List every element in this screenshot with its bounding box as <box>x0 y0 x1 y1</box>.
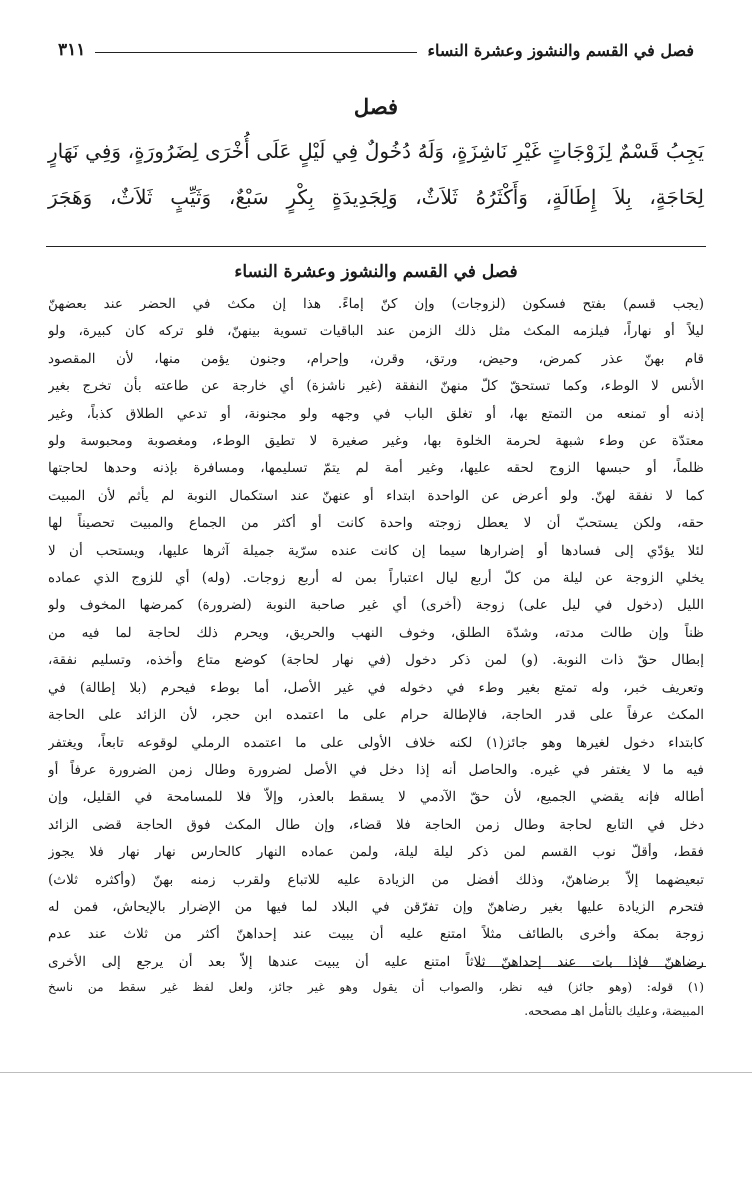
footnote <box>48 975 704 1023</box>
matn-text: يَجِبُ قَسْمٌ لِزَوْجَاتٍ غَيْرِ نَاشِزَةٍ، وَلَهُ دُخُولٌ فِي لَيْلٍ عَلَى أُخْرَى لِضَرُورَةٍ، وَفِي نَهَارٍ لِحَاجَةٍ، بِلاَ إِطَالَةٍ، وَأَكْثَرُهُ ثَلاَثٌ، وَلِجَدِيدَةٍ بِكْرٍ سَبْعٌ، وَثَيِّبٍ ثَلاَثٌ، وَهَجَرَ <box>48 139 704 209</box>
commentary-line: كما لا نفقة لهنّ. ولو أعرض عن الواحدة ابتداء أو عنهنّ عند استكمال النوبة لم يأثم لأن المبيت <box>48 487 704 504</box>
matn-heading: فصل <box>353 94 399 119</box>
commentary-line: رضاهنّ فإذا بات عند إحداهنّ ثلاثاً امتنع عليه أن يبيت عندها إلاّ بعد أن يرجع إلى الأخرى <box>48 953 704 970</box>
commentary-line: إبطال حقّ ذات النوبة. (و) لمن ذكر دخول (في نهار لحاجة) كوضع متاع وأخذه، وتسليم نفقة، <box>48 652 704 669</box>
commentary-line: حقه، ولكن يستحبّ أن لا يعطل زوجته واحدة كانت أو أكثر من الجماع والمبيت تحصيناً لها <box>48 515 704 532</box>
commentary-line: أطاله فإنه يقضي الجميع، لأن حقّ الآدمي لا يسقط بالعذر، وإلاّ فلا للمسامحة في القليل، وإن <box>48 789 704 806</box>
commentary-line: دخل في التابع لحاجة وطال زمن الحاجة فلا قضاء، وإن طال المكث فوق الحاجة قضى الزائد <box>48 816 704 833</box>
page-number: ٣١١ <box>58 40 86 60</box>
commentary-line: معتدّة عن وطء شبهة لحرمة الخلوة بها، وغير صغيرة لا تطيق الوطء، ومغصوبة ومحبوسة ولو <box>48 433 704 450</box>
commentary-line: الأنس لا الوطء، وكما تستحقّ كلّ منهنّ النفقة (غير ناشزة) أي خارجة عن طاعته بأن تخرج بغير <box>48 378 704 395</box>
commentary-line: فيه ما لا يغتفر في غيره. والحاصل أنه إذا دخل في الأصل لضرورة وطال زمن الضرورة عرفاً أو <box>48 761 704 778</box>
footnote-line: المبيضة، وعليك بالتأمل اهـ مصححه. <box>524 1004 704 1018</box>
footnote-line: (١) قوله: (وهو جائز) فيه نظر، والصواب أن يقول وهو غير جائز، ولعل لفظ غير سقط من ناسخ <box>48 980 704 994</box>
commentary-line: لئلا يؤدّي إلى فسادها أو إضرارها سيما إن كانت عنده سرّية جميلة آثرها عليها، ويستحب أن لا <box>48 542 704 559</box>
page-bottom-rule <box>0 1072 752 1073</box>
commentary-line: يخلي الزوجة عن ليلة من كلّ أربع ليال اعتباراً بمن له أربع زوجات. (وله) أي للزوج الذي عماده <box>48 570 704 587</box>
commentary-line: ظلماً، أو حبسها الزوج لحقه عليها، وغير أمة لم يتمّ تسليمها، ومسافرة بإذنه وحدها لحاجتها <box>48 460 704 477</box>
commentary-line: إذنه أو تمنعه من التمتع بها، أو تغلق الباب في وجهه ولو مجنونة، أو تدعي الطلاق كذباً، وغير <box>48 405 704 422</box>
commentary-line: (يجب قسم) بفتح فسكون (لزوجات) وإن كنّ إماءً. هذا إن مكث في الحضر عند بعضهنّ <box>48 296 704 312</box>
commentary-line: قام بهنّ عذر كمرض، وحيض، ورتق، وقرن، وإحرام، وجنون يؤمن منها، لأن المقصود <box>48 350 704 367</box>
commentary-line: ظناً وإن طالت مدته، وشدّة الطلق، وخوف النهب والحريق، ويحرم ذلك لحاجة لما فيه من <box>48 624 704 641</box>
commentary-line: فقط، وأقلّ نوب القسم لمن ذكر ليلة ليلة، ولمن عماده النهار كالحارس نهار نهار فلا يجوز <box>48 844 704 861</box>
commentary-line: وتعريف خبر، وله تمتع بغير وطء في دخوله في غير الأصل، أما بوطء فيحرم (بلا إطالة) في <box>48 679 704 696</box>
footnote-rule <box>476 966 706 967</box>
commentary-body <box>48 291 704 976</box>
commentary-line: زوجة بمكة وأخرى بالطائف مثلاً امتنع عليه أن يبيت عند إحداهنّ أكثر من ثلاث عند عدم <box>48 926 704 943</box>
running-header <box>58 36 694 64</box>
commentary-line: فتحرم الزيادة عليها بغير رضاهنّ وإن تفرّقن في البلاد لما فيها من الإضرار بالإيحاش، فمن له <box>48 898 704 915</box>
commentary-line: ليلاً أو نهاراً، فيلزمه المكث مثل ذلك الزمن عند الباقيات تسوية بينهنّ، فلو تركه كان كبيرة، ولو <box>48 323 704 340</box>
commentary-heading: فصل في القسم والنشوز وعشرة النساء <box>234 262 518 282</box>
commentary-line: تبعيضهما إلاّ برضاهنّ، وذلك أفضل من الزيادة عليه للاتباع ولقرب زمنه بهنّ (وأكثره ثلاث) <box>48 871 704 888</box>
running-title: فصل في القسم والنشوز وعشرة النساء <box>427 40 694 60</box>
header-rule <box>95 52 417 53</box>
commentary-line: الليل (دخول في ليل على) زوجة (أخرى) أي غير صاحبة النوبة (لضرورة) كمرضها المخوف ولو <box>48 597 704 614</box>
section-divider <box>46 246 706 247</box>
commentary-line: المكث عرفاً على قدر الحاجة، فالإطالة حرام على ما اعتمده ابن حجر، لأن الزائد على الحاجة <box>48 707 704 724</box>
commentary-line: كابتداء دخول لغيرها وهو جائز(١) لكنه خلاف الأولى على ما اعتمده الرملي لوقوعه تابعاً، ويغتفر <box>48 734 704 751</box>
